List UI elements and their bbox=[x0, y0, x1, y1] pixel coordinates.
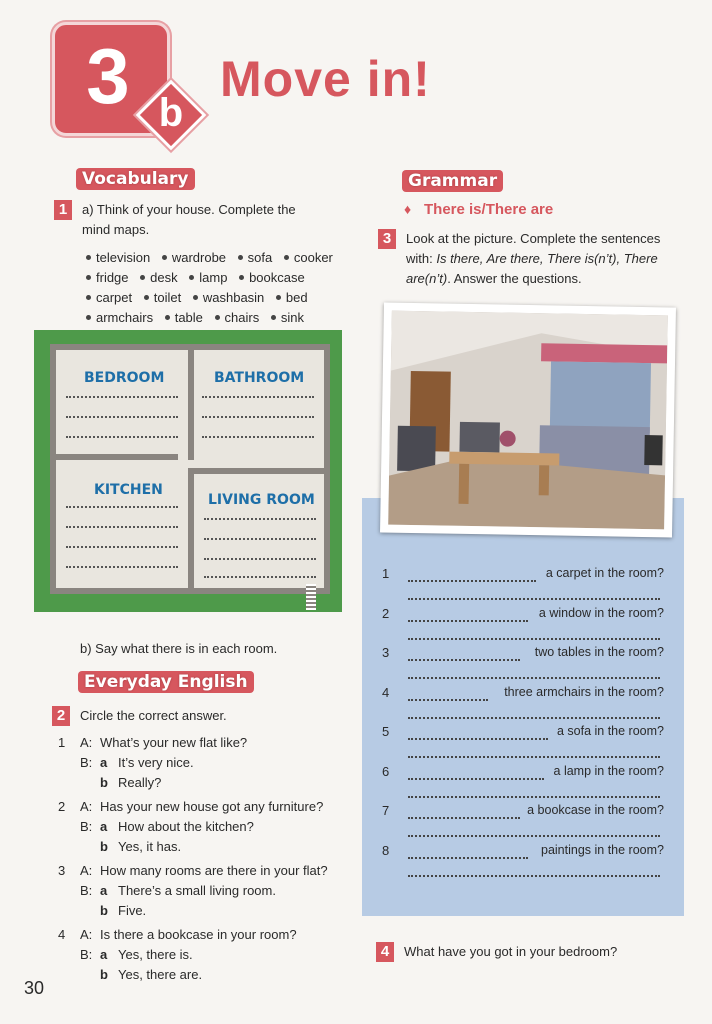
exercise-1-instruction-line1: a) Think of your house. Complete the bbox=[82, 202, 296, 217]
question-list bbox=[378, 564, 668, 880]
word: chairs bbox=[224, 310, 260, 325]
bullet-icon bbox=[271, 315, 276, 320]
answer-line bbox=[204, 576, 316, 578]
bullet-icon bbox=[193, 295, 198, 300]
dialog-question: What’s your new flat like? bbox=[100, 735, 248, 750]
answer-line[interactable] bbox=[408, 835, 660, 837]
answer-line bbox=[66, 546, 178, 548]
instruction-italic: are(n’t) bbox=[406, 271, 448, 286]
question-number: 5 bbox=[382, 724, 390, 739]
answer-blank[interactable] bbox=[408, 778, 544, 780]
answer-line[interactable] bbox=[408, 875, 660, 877]
answer-blank[interactable] bbox=[408, 580, 536, 582]
word-row bbox=[78, 248, 368, 268]
question-item bbox=[378, 564, 668, 604]
answer-blank[interactable] bbox=[408, 620, 528, 622]
instruction-line bbox=[406, 269, 686, 289]
vocabulary-heading: Vocabulary bbox=[76, 168, 195, 190]
dialog-list bbox=[56, 733, 356, 989]
answer-line[interactable] bbox=[408, 638, 660, 640]
option-letter-b: b bbox=[100, 839, 108, 854]
word-row bbox=[78, 288, 368, 308]
option-letter-b: b bbox=[100, 967, 108, 982]
dialog-number: 2 bbox=[58, 799, 66, 814]
answer-line bbox=[66, 506, 178, 508]
answer-blank[interactable] bbox=[408, 699, 488, 701]
living-room-photo bbox=[380, 302, 676, 537]
word: fridge bbox=[96, 270, 129, 285]
answer-line bbox=[202, 396, 314, 398]
word: washbasin bbox=[202, 290, 265, 305]
answer-line bbox=[204, 538, 316, 540]
answer-line bbox=[66, 566, 178, 568]
exercise-4-number: 4 bbox=[376, 942, 394, 962]
bullet-icon bbox=[165, 315, 170, 320]
answer-line[interactable] bbox=[408, 717, 660, 719]
exercise-1-instruction-line2: mind maps. bbox=[82, 222, 150, 237]
answer-line[interactable] bbox=[408, 796, 660, 798]
answer-blank[interactable] bbox=[408, 857, 528, 859]
speaker-b: B: bbox=[80, 947, 93, 962]
grammar-subheading: There is/There are bbox=[424, 201, 554, 218]
word: table bbox=[174, 310, 203, 325]
exercise-3-instruction bbox=[406, 229, 686, 289]
wall bbox=[188, 468, 194, 588]
floor-plan-interior bbox=[50, 344, 330, 594]
option-letter-b: b bbox=[100, 775, 108, 790]
exercise-1b-instruction: b) Say what there is in each room. bbox=[80, 641, 278, 656]
word: lamp bbox=[199, 270, 228, 285]
option-letter-a: a bbox=[100, 819, 108, 834]
speaker-a: A: bbox=[80, 735, 93, 750]
bullet-icon bbox=[189, 275, 194, 280]
answer-line[interactable] bbox=[408, 756, 660, 758]
word: sofa bbox=[247, 250, 273, 265]
dialog-question: How many rooms are there in your flat? bbox=[100, 863, 328, 878]
room-label-living-room: LIVING ROOM bbox=[208, 492, 315, 508]
exercise-3-number: 3 bbox=[378, 229, 396, 249]
question-text: a bookcase in the room? bbox=[527, 803, 664, 817]
question-number: 8 bbox=[382, 842, 390, 858]
question-text: a carpet in the room? bbox=[545, 566, 664, 580]
word: armchairs bbox=[96, 310, 154, 325]
question-text: a lamp in the room? bbox=[553, 763, 664, 778]
page-title: Move in! bbox=[220, 51, 431, 107]
dialog-item bbox=[56, 733, 356, 797]
bullet-icon bbox=[144, 295, 149, 300]
question-item bbox=[378, 762, 668, 802]
word-row bbox=[78, 268, 368, 288]
question-number: 6 bbox=[382, 763, 390, 779]
wall bbox=[188, 350, 194, 460]
question-number: 7 bbox=[382, 803, 390, 818]
question-item bbox=[378, 604, 668, 644]
room-label-kitchen: KITCHEN bbox=[94, 482, 163, 498]
bullet-icon bbox=[284, 255, 289, 260]
question-item bbox=[378, 841, 668, 881]
bullet-icon bbox=[86, 315, 91, 320]
unit-letter: b bbox=[158, 91, 184, 135]
speaker-a: A: bbox=[80, 799, 93, 814]
word: toilet bbox=[153, 290, 182, 305]
dialog-number: 3 bbox=[58, 863, 66, 878]
question-item bbox=[378, 643, 668, 683]
bullet-icon bbox=[162, 255, 167, 260]
question-number: 2 bbox=[382, 605, 390, 621]
answer-line bbox=[66, 416, 178, 418]
instruction-text: . Answer the questions. bbox=[447, 271, 582, 286]
dialog-question: Has your new house got any furniture? bbox=[100, 799, 324, 814]
answer-line bbox=[66, 526, 178, 528]
instruction-text: with: bbox=[406, 251, 437, 266]
question-text: a sofa in the room? bbox=[556, 724, 664, 738]
instruction-italic: Is there, Are there, There is(n’t), There bbox=[436, 251, 658, 266]
instruction-line bbox=[406, 249, 686, 269]
answer-line bbox=[204, 518, 316, 520]
exercise-2-instruction: Circle the correct answer. bbox=[80, 708, 227, 723]
answer-option-a[interactable]: Yes, there is. bbox=[118, 947, 193, 962]
answer-blank[interactable] bbox=[408, 659, 520, 661]
question-number: 1 bbox=[382, 566, 390, 581]
exercise-4-text: What have you got in your bedroom? bbox=[404, 944, 618, 959]
word: television bbox=[96, 250, 151, 265]
floor-plan-door bbox=[306, 584, 316, 610]
option-letter-a: a bbox=[100, 947, 108, 962]
question-item bbox=[378, 722, 668, 762]
dialog-item bbox=[56, 861, 356, 925]
word: sink bbox=[280, 310, 304, 325]
bullet-icon bbox=[276, 295, 281, 300]
question-number: 3 bbox=[382, 645, 390, 660]
dialog-number: 1 bbox=[58, 735, 66, 750]
photo-image bbox=[388, 311, 668, 530]
speaker-b: B: bbox=[80, 819, 93, 834]
answer-line[interactable] bbox=[408, 677, 660, 679]
speaker-a: A: bbox=[80, 863, 93, 878]
answer-line bbox=[202, 416, 314, 418]
answer-line[interactable] bbox=[408, 598, 660, 600]
dialog-item bbox=[56, 925, 356, 989]
question-item bbox=[378, 801, 668, 841]
unit-number: 3 bbox=[86, 32, 130, 120]
word: wardrobe bbox=[171, 250, 227, 265]
everyday-english-heading: Everyday English bbox=[78, 671, 254, 693]
answer-option-b[interactable]: Yes, it has. bbox=[118, 839, 182, 854]
speaker-b: B: bbox=[80, 755, 93, 770]
word: bed bbox=[285, 290, 308, 305]
answer-line bbox=[66, 396, 178, 398]
bullet-icon bbox=[86, 275, 91, 280]
speaker-b: B: bbox=[80, 883, 93, 898]
exercise-1-number: 1 bbox=[54, 200, 72, 220]
question-text: a window in the room? bbox=[538, 605, 664, 620]
option-letter-a: a bbox=[100, 755, 108, 770]
dialog-question: Is there a bookcase in your room? bbox=[100, 927, 297, 942]
diamond-icon: ♦ bbox=[404, 201, 412, 217]
answer-blank[interactable] bbox=[408, 817, 520, 819]
answer-option-b[interactable]: Really? bbox=[118, 775, 162, 790]
answer-option-a[interactable]: There’s a small living room. bbox=[118, 883, 276, 898]
answer-option-a[interactable]: It’s very nice. bbox=[118, 755, 194, 770]
living-room-illustration bbox=[388, 311, 668, 530]
bullet-icon bbox=[86, 295, 91, 300]
answer-line bbox=[204, 558, 316, 560]
instruction-line: Look at the picture. Complete the sentences bbox=[406, 231, 661, 246]
bullet-icon bbox=[239, 275, 244, 280]
question-item bbox=[378, 683, 668, 723]
speaker-a: A: bbox=[80, 927, 93, 942]
word: carpet bbox=[96, 290, 133, 305]
answer-option-a[interactable]: How about the kitchen? bbox=[118, 819, 254, 834]
dialog-item bbox=[56, 797, 356, 861]
option-letter-b: b bbox=[100, 903, 108, 918]
word: bookcase bbox=[249, 270, 305, 285]
answer-blank[interactable] bbox=[408, 738, 548, 740]
room-label-bathroom: BATHROOM bbox=[214, 370, 305, 386]
question-text: paintings in the room? bbox=[541, 842, 664, 857]
wall bbox=[56, 454, 178, 460]
bullet-icon bbox=[215, 315, 220, 320]
word-row bbox=[78, 308, 368, 328]
word-list bbox=[78, 248, 368, 328]
page-number: 30 bbox=[24, 978, 45, 998]
question-number: 4 bbox=[382, 684, 390, 700]
exercise-2-number: 2 bbox=[52, 706, 70, 726]
bullet-icon bbox=[86, 255, 91, 260]
question-text: two tables in the room? bbox=[534, 645, 664, 659]
option-letter-a: a bbox=[100, 883, 108, 898]
word: cooker bbox=[293, 250, 333, 265]
wall bbox=[188, 468, 324, 474]
grammar-heading: Grammar bbox=[402, 170, 503, 192]
question-text: three armchairs in the room? bbox=[504, 684, 664, 699]
dialog-number: 4 bbox=[58, 927, 66, 942]
room-label-bedroom: BEDROOM bbox=[84, 370, 165, 386]
answer-option-b[interactable]: Five. bbox=[118, 903, 147, 918]
answer-option-b[interactable]: Yes, there are. bbox=[118, 967, 203, 982]
bullet-icon bbox=[140, 275, 145, 280]
bullet-icon bbox=[238, 255, 243, 260]
answer-line bbox=[66, 436, 178, 438]
word: desk bbox=[150, 270, 178, 285]
answer-line bbox=[202, 436, 314, 438]
